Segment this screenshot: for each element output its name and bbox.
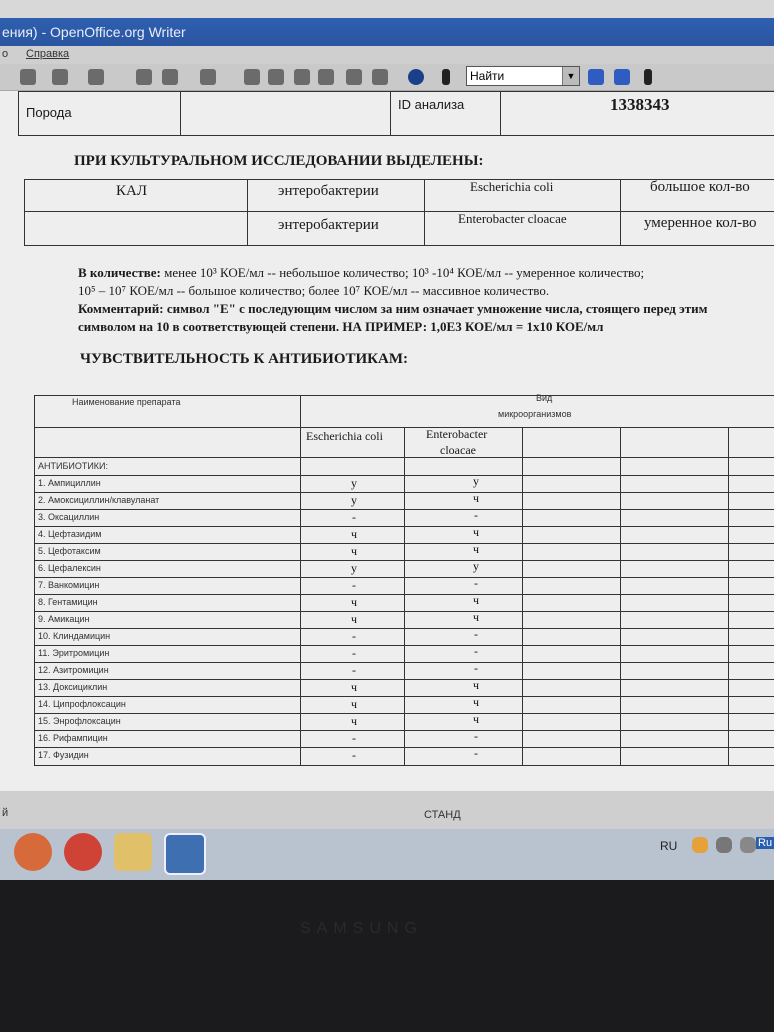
legend-line-4: символом на 10 в соответствующей степени. НА ПРИМЕР: 1,0Е3 КОЕ/мл = 1х10 КОЕ/мл (78, 319, 604, 334)
taskbar (0, 829, 774, 880)
folder-icon[interactable] (114, 833, 152, 871)
table-border (34, 611, 774, 612)
cloacae-result: ч (472, 695, 480, 709)
find-next-icon[interactable] (588, 69, 604, 85)
legend-bold-3: Комментарий: (78, 301, 164, 316)
redo-icon[interactable] (52, 69, 68, 85)
table-border (34, 577, 774, 578)
menu-item-help[interactable]: Справка (26, 48, 70, 60)
cloacae-result: ч (472, 542, 480, 556)
cloacae-result: у (473, 559, 479, 573)
table-border (424, 179, 425, 245)
cloacae-result: - (474, 746, 478, 760)
col-organism-type-2: микроорганизмов (498, 409, 572, 419)
monitor-brand-logo: SAMSUNG (300, 920, 423, 937)
table-border (18, 91, 774, 92)
cloacae-result: ч (472, 525, 480, 539)
status-left: й (2, 807, 9, 819)
col-organism-type-1: Вид (536, 393, 553, 403)
ecoli-result: у (351, 493, 357, 507)
cloacae-result: ч (472, 678, 480, 692)
col-org-cloacae-1: Enterobacter (426, 427, 488, 441)
ecoli-result: ч (350, 544, 358, 558)
chrome-icon[interactable] (64, 833, 102, 871)
ecoli-result: ч (350, 714, 358, 728)
toolbar-end-icon (644, 69, 652, 85)
table-border (34, 747, 774, 748)
drug-name: 6. Цефалексин (38, 563, 101, 573)
drug-name: 15. Энрофлоксацин (38, 716, 121, 726)
find-input[interactable] (466, 66, 580, 86)
table-border (728, 427, 729, 765)
table-border (620, 427, 621, 765)
cloacae-result: - (474, 508, 478, 522)
table-border (34, 765, 774, 766)
draw-icon[interactable] (200, 69, 216, 85)
cloacae-result: - (474, 576, 478, 590)
status-bar (0, 791, 774, 829)
drug-name: 8. Гентамицин (38, 597, 98, 607)
find-replace-icon[interactable] (244, 69, 260, 85)
table-border (24, 179, 25, 245)
amount-cell: умеренное кол-во (644, 215, 757, 231)
formatting-marks-icon[interactable] (346, 69, 362, 85)
legend-line-1 (78, 265, 644, 281)
cloacae-result: ч (472, 712, 480, 726)
organism-cell: Enterobacter cloacae (458, 211, 567, 226)
culture-heading: ПРИ КУЛЬТУРАЛЬНОМ ИССЛЕДОВАНИИ ВЫДЕЛЕНЫ: (74, 153, 484, 169)
ecoli-result: - (352, 629, 356, 643)
legend-line-2: 10⁵ – 10⁷ КОЕ/мл -- большое количество; более 10⁷ КОЕ/мл -- массивное количество. (78, 283, 550, 298)
tray-icon[interactable] (692, 837, 708, 853)
table-border (34, 560, 774, 561)
table-icon[interactable] (162, 69, 178, 85)
menu-bar (0, 46, 774, 64)
analysis-id-value: 1338343 (610, 95, 670, 114)
drug-name: 13. Доксициклин (38, 682, 108, 692)
table-border (34, 395, 774, 396)
tray-icon[interactable] (740, 837, 756, 853)
ecoli-result: ч (350, 595, 358, 609)
find-previous-icon[interactable] (614, 69, 630, 85)
table-border (34, 543, 774, 544)
ecoli-result: - (352, 748, 356, 762)
table-border (620, 179, 621, 245)
find-input-value: Найти (470, 69, 505, 83)
hyperlink-icon[interactable] (88, 69, 104, 85)
table-border (34, 492, 774, 493)
table-border (18, 135, 774, 136)
table-border (34, 662, 774, 663)
table-border (24, 211, 774, 212)
tray-icon[interactable] (716, 837, 732, 853)
toolbar (0, 64, 774, 91)
breed-label: Порода (26, 105, 72, 120)
table-border (34, 730, 774, 731)
table-border (18, 91, 19, 135)
material-cell: КАЛ (116, 183, 148, 199)
table-border (34, 679, 774, 680)
table-border (300, 395, 301, 765)
ecoli-result: - (352, 646, 356, 660)
ecoli-result: ч (350, 527, 358, 541)
drug-name: 9. Амикацин (38, 614, 90, 624)
help-icon[interactable] (408, 69, 424, 85)
menu-item-partial[interactable]: о (2, 48, 9, 60)
app-icon[interactable] (14, 833, 52, 871)
ecoli-result: - (352, 578, 356, 592)
drug-name: 12. Азитромицин (38, 665, 109, 675)
status-mode[interactable]: СТАНД (424, 809, 461, 821)
table-border (34, 526, 774, 527)
organism-cell: Escherichia coli (470, 179, 554, 194)
chevron-down-icon[interactable]: ▼ (562, 67, 579, 85)
ecoli-result: у (351, 476, 357, 490)
cloacae-result: ч (472, 610, 480, 624)
toolbar-separator-icon (442, 69, 450, 85)
legend-bold-1: В количестве: (78, 265, 161, 280)
amount-cell: большое кол-во (650, 179, 750, 195)
document-page[interactable] (0, 91, 774, 791)
table-border (247, 179, 248, 245)
table-border (34, 395, 35, 765)
section-antibiotics: АНТИБИОТИКИ: (38, 461, 109, 471)
ecoli-result: - (352, 663, 356, 677)
undo-icon[interactable] (20, 69, 36, 85)
navigator-icon[interactable] (136, 69, 152, 85)
navigator-compass-icon[interactable] (268, 69, 284, 85)
drug-name: 5. Цефотаксим (38, 546, 101, 556)
drug-name: 2. Амоксициллин/клавуланат (38, 495, 160, 505)
ecoli-result: - (352, 731, 356, 745)
table-border (34, 713, 774, 714)
cloacae-result: ч (472, 593, 480, 607)
writer-icon[interactable] (164, 833, 206, 875)
table-border (404, 427, 405, 765)
table-border (522, 427, 523, 765)
legend-text-1: менее 10³ КОЕ/мл -- небольшое количество; 10³ -10⁴ КОЕ/мл -- умеренное количество; (164, 265, 645, 280)
table-border (34, 696, 774, 697)
legend-text-3: символ "Е" с последующим числом за ним означает умножение числа, стоящего перед этим (166, 301, 708, 316)
col-drug-name: Наименование препарата (72, 397, 181, 407)
ecoli-result: ч (350, 697, 358, 711)
group-cell: энтеробактерии (278, 217, 379, 233)
table-border (34, 628, 774, 629)
table-border (24, 245, 774, 246)
table-border (390, 91, 391, 135)
table-border (34, 475, 774, 476)
cloacae-result: - (474, 661, 478, 675)
drug-name: 11. Эритромицин (38, 648, 110, 658)
table-border (180, 91, 181, 135)
ecoli-result: ч (350, 680, 358, 694)
drug-name: 17. Фузидин (38, 750, 89, 760)
tray-language[interactable]: Ru (758, 837, 773, 849)
cloacae-result: ч (472, 491, 480, 505)
window-title-bar (0, 18, 774, 46)
ecoli-result: - (352, 510, 356, 524)
table-border (500, 91, 501, 135)
group-cell: энтеробактерии (278, 183, 379, 199)
table-border (34, 509, 774, 510)
table-border (34, 645, 774, 646)
gallery-icon[interactable] (294, 69, 310, 85)
col-org-cloacae-2: cloacae (440, 443, 476, 457)
legend-line-3 (78, 301, 707, 317)
drug-name: 10. Клиндамицин (38, 631, 111, 641)
analysis-id-label: ID анализа (398, 97, 465, 112)
ecoli-result: у (351, 561, 357, 575)
cloacae-result: - (474, 729, 478, 743)
zoom-icon[interactable] (372, 69, 388, 85)
drug-name: 3. Оксациллин (38, 512, 100, 522)
cloacae-result: - (474, 627, 478, 641)
language-indicator[interactable]: RU (660, 839, 678, 853)
data-sources-icon[interactable] (318, 69, 334, 85)
sensitivity-heading: ЧУВСТВИТЕЛЬНОСТЬ К АНТИБИОТИКАМ: (80, 351, 409, 367)
drug-name: 14. Ципрофлоксацин (38, 699, 126, 709)
drug-name: 4. Цефтазидим (38, 529, 102, 539)
drug-name: 7. Ванкомицин (38, 580, 100, 590)
drug-name: 1. Ампициллин (38, 478, 101, 488)
drug-name: 16. Рифампицин (38, 733, 108, 743)
cloacae-result: у (473, 474, 479, 488)
ecoli-result: ч (350, 612, 358, 626)
col-org-ecoli: Escherichia coli (306, 429, 383, 443)
table-border (34, 594, 774, 595)
cloacae-result: - (474, 644, 478, 658)
window-title: ения) - OpenOffice.org Writer (2, 24, 186, 40)
